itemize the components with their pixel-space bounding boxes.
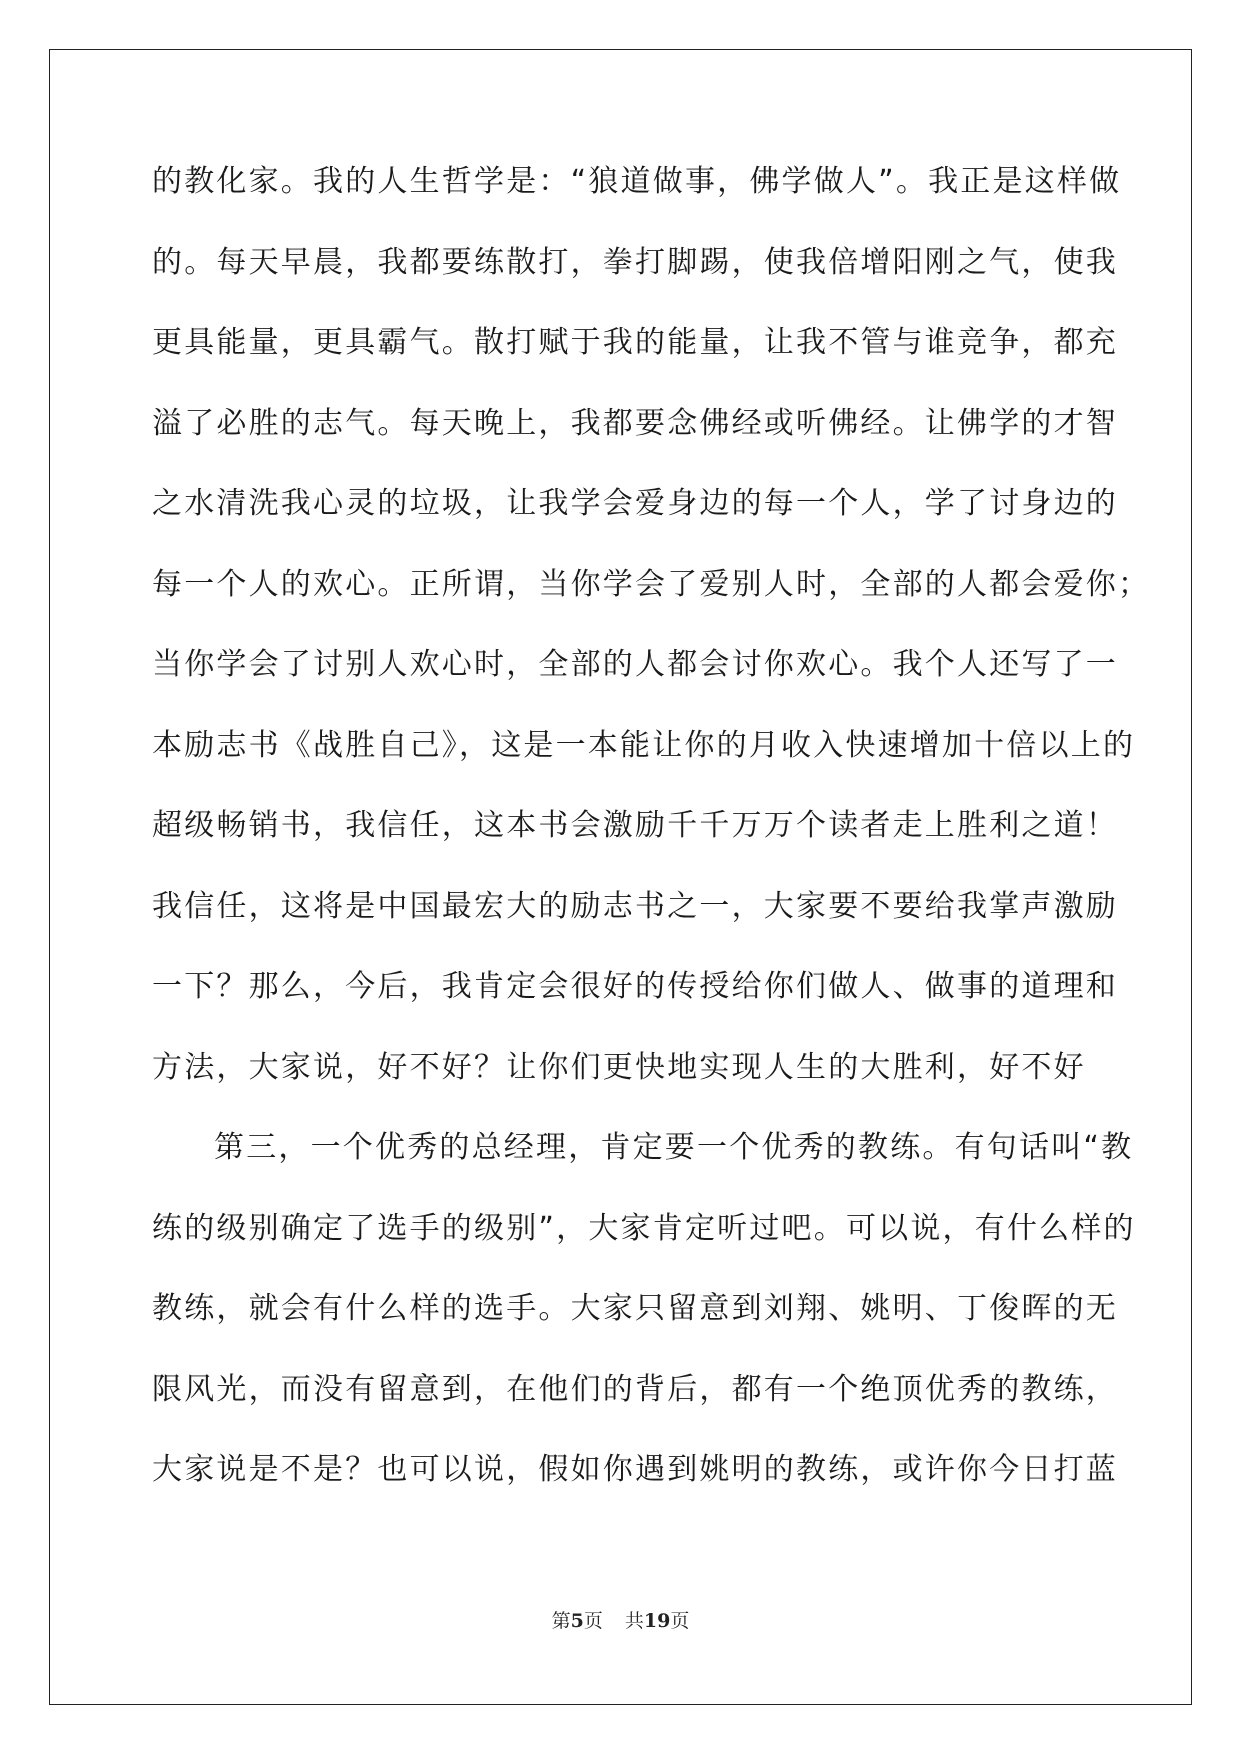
page-number: 5 (570, 1610, 584, 1632)
text-line: 限风光，而没有留意到，在他们的背后，都有一个绝顶优秀的教练， (152, 1371, 1118, 1407)
text-line: 方法，大家说，好不好？让你们更快地实现人生的大胜利，好不好 (152, 1049, 1086, 1085)
text-line: 当你学会了讨别人欢心时，全部的人都会讨你欢心。我个人还写了一 (152, 647, 1118, 682)
text-line: 的教化家。我的人生哲学是：“狼道做事，佛学做人”。我正是这样做 (152, 164, 1122, 199)
text-line: 之水清洗我心灵的垃圾，让我学会爱身边的每一个人，学了讨身边的 (152, 486, 1118, 521)
text-line: 练的级别确定了选手的级别”，大家肯定听过吧。可以说，有什么样的 (152, 1210, 1136, 1246)
text-line: 超级畅销书，我信任，这本书会激励千千万万个读者走上胜利之道！ (152, 808, 1118, 843)
page-suffix: 页 (583, 1610, 603, 1632)
text-line: 溢了必胜的志气。每天晚上，我都要念佛经或听佛经。让佛学的才智 (152, 405, 1118, 441)
document-body (152, 157, 1151, 1526)
text-line: 一下？那么，今后，我肯定会很好的传授给你们做人、做事的道理和 (152, 969, 1118, 1004)
paragraph-start-line: 第三，一个优秀的总经理，肯定要一个优秀的教练。有句话叫“教 (214, 1130, 1134, 1165)
total-suffix: 页 (670, 1610, 690, 1632)
total-prefix: 共 (624, 1610, 644, 1632)
page-prefix: 第 (551, 1610, 571, 1632)
text-line: 每一个人的欢心。正所谓，当你学会了爱别人时，全部的人都会爱你； (152, 566, 1151, 602)
text-line: 教练，就会有什么样的选手。大家只留意到刘翔、姚明、丁俊晖的无 (152, 1291, 1118, 1326)
text-line: 更具能量，更具霸气。散打赋于我的能量，让我不管与谁竞争，都充 (152, 325, 1118, 360)
text-line: 本励志书《战胜自己》，这是一本能让你的月收入快速增加十倍以上的 (152, 727, 1136, 763)
page-footer (0, 1606, 1241, 1633)
total-pages: 19 (643, 1610, 671, 1632)
text-line: 大家说是不是？也可以说，假如你遇到姚明的教练，或许你今日打蓝 (152, 1452, 1118, 1487)
text-line: 我信任，这将是中国最宏大的励志书之一，大家要不要给我掌声激励 (152, 888, 1118, 924)
text-line: 的。每天早晨，我都要练散打，拳打脚踢，使我倍增阳刚之气，使我 (152, 244, 1118, 280)
